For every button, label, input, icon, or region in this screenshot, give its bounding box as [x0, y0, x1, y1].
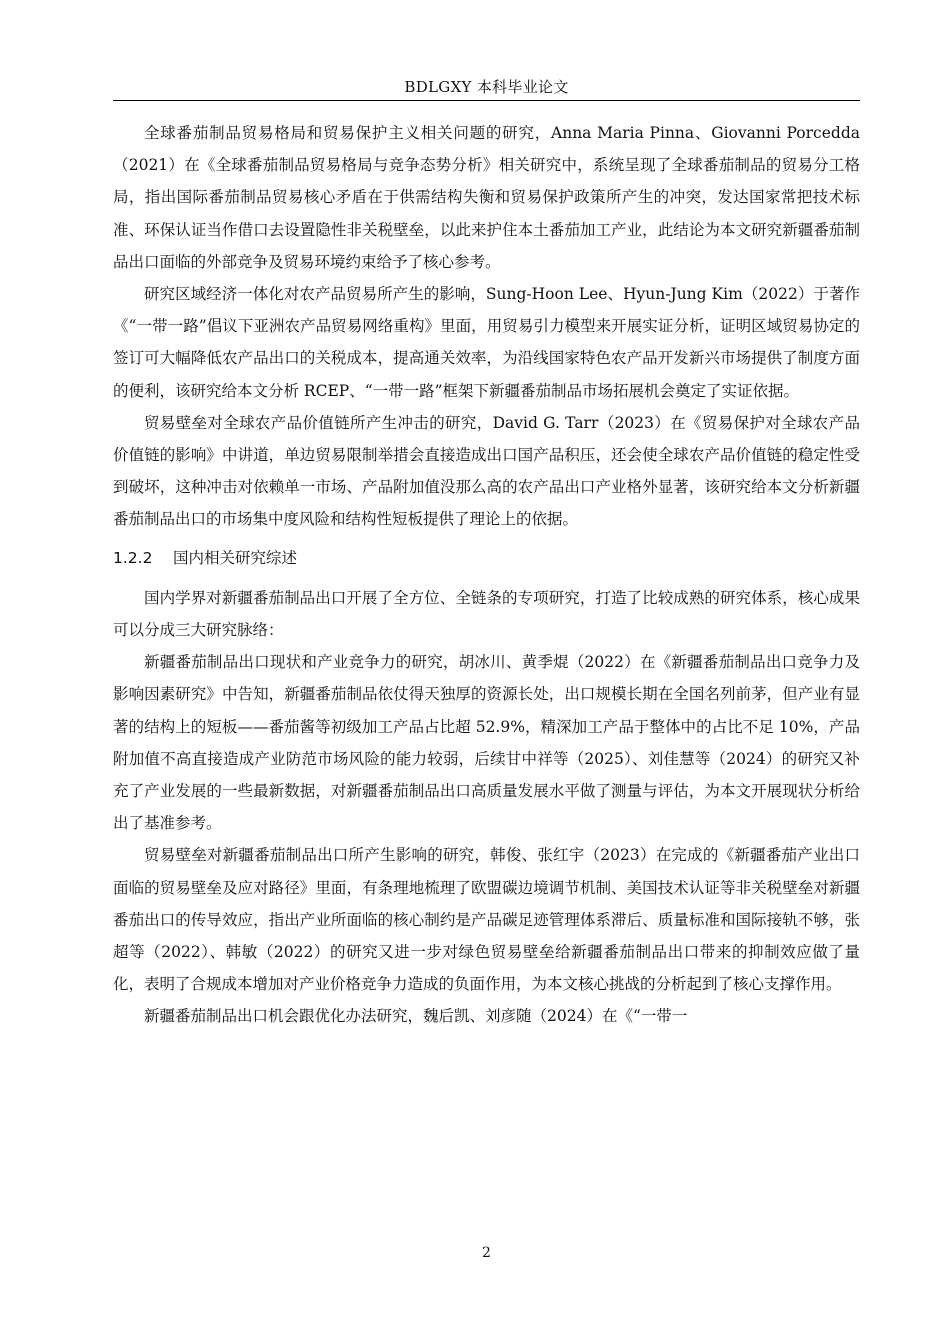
- section-title: 国内相关研究综述: [173, 548, 298, 567]
- body-text: [113, 117, 860, 1033]
- page-number: 2: [482, 1245, 491, 1261]
- paragraph-domestic-overview: 国内学界对新疆番茄制品出口开展了全方位、全链条的专项研究，打造了比较成熟的研究体系，核心成果可以分成三大研究脉络：: [113, 588, 860, 640]
- paragraph-export-competitiveness: 新疆番茄制品出口现状和产业竞争力的研究，胡冰川、黄季焜（2022）在《新疆番茄制品出口竞争力及影响因素研究》中告知，新疆番茄制品依仗得天独厚的资源长处，出口规模长期在全国名列前茅，但产业有显著的结构上的短板——番茄酱等初级加工产品占比超 52.9%，精深加工产品于整体中的占比不足 10%，产品附加值不高直接造成产业防范市场风险的能力较弱，后续甘中祥等（2025）、刘佳慧等（2024）的研究又补充了产业发展的一些最新数据，对新疆番茄制品出口高质量发展水平做了测量与评估，为本文开展现状分析给出了基准参考。: [113, 653, 860, 833]
- section-heading: [113, 542, 860, 574]
- running-header: BDLGXY 本科毕业论文: [404, 78, 569, 96]
- paragraph-export-opportunities: 新疆番茄制品出口机会跟优化办法研究，魏后凯、刘彦随（2024）在《“一带一: [144, 1007, 688, 1026]
- paragraph-trade-barrier-value-chain: 贸易壁垒对全球农产品价值链所产生冲击的研究，David G. Tarr（2023）在《贸易保护对全球农产品价值链的影响》中讲道，单边贸易限制举措会直接造成出口国产品积压，还会使全球农产品价值链的稳定性受到破坏，这种冲击对依赖单一市场、产品附加值没那么高的农产品出口产业格外显著，该研究给本文分析新疆番茄制品出口的市场集中度风险和结构性短板提供了理论上的依据。: [113, 413, 860, 529]
- header-rule: [113, 100, 860, 101]
- section-number: 1.2.2: [113, 548, 153, 567]
- paragraph-global-trade-pattern: 全球番茄制品贸易格局和贸易保护主义相关问题的研究，Anna Maria Pinna、Giovanni Porcedda（2021）在《全球番茄制品贸易格局与竞争态势分析》相关研究中，系统呈现了全球番茄制品的贸易分工格局，指出国际番茄制品贸易核心矛盾在于供需结构失衡和贸易保护政策所产生的冲突，发达国家常把技术标准、环保认证当作借口去设置隐性非关税壁垒，以此来护住本土番茄加工产业，此结论为本文研究新疆番茄制品出口面临的外部竞争及贸易环境约束给予了核心参考。: [113, 124, 860, 271]
- paragraph-trade-barrier-impact: 贸易壁垒对新疆番茄制品出口所产生影响的研究，韩俊、张红宇（2023）在完成的《新疆番茄产业出口面临的贸易壁垒及应对路径》里面，有条理地梳理了欧盟碳边境调节机制、美国技术认证等非关税壁垒对新疆番茄出口的传导效应，指出产业所面临的核心制约是产品碳足迹管理体系滞后、质量标准和国际接轨不够，张超等（2022）、韩敏（2022）的研究又进一步对绿色贸易壁垒给新疆番茄制品出口带来的抑制效应做了量化，表明了合规成本增加对产业价格竞争力造成的负面作用，为本文核心挑战的分析起到了核心支撑作用。: [113, 846, 860, 994]
- paragraph-regional-integration: 研究区域经济一体化对农产品贸易所产生的影响，Sung-Hoon Lee、Hyun-Jung Kim（2022）于著作《“一带一路”倡议下亚洲农产品贸易网络重构》里面，用贸易引力模型来开展实证分析，证明区域贸易协定的签订可大幅降低农产品出口的关税成本，提高通关效率，为沿线国家特色农产品开发新兴市场提供了制度方面的便利，该研究给本文分析 RCEP、“一带一路”框架下新疆番茄制品市场拓展机会奠定了实证依据。: [113, 285, 860, 400]
